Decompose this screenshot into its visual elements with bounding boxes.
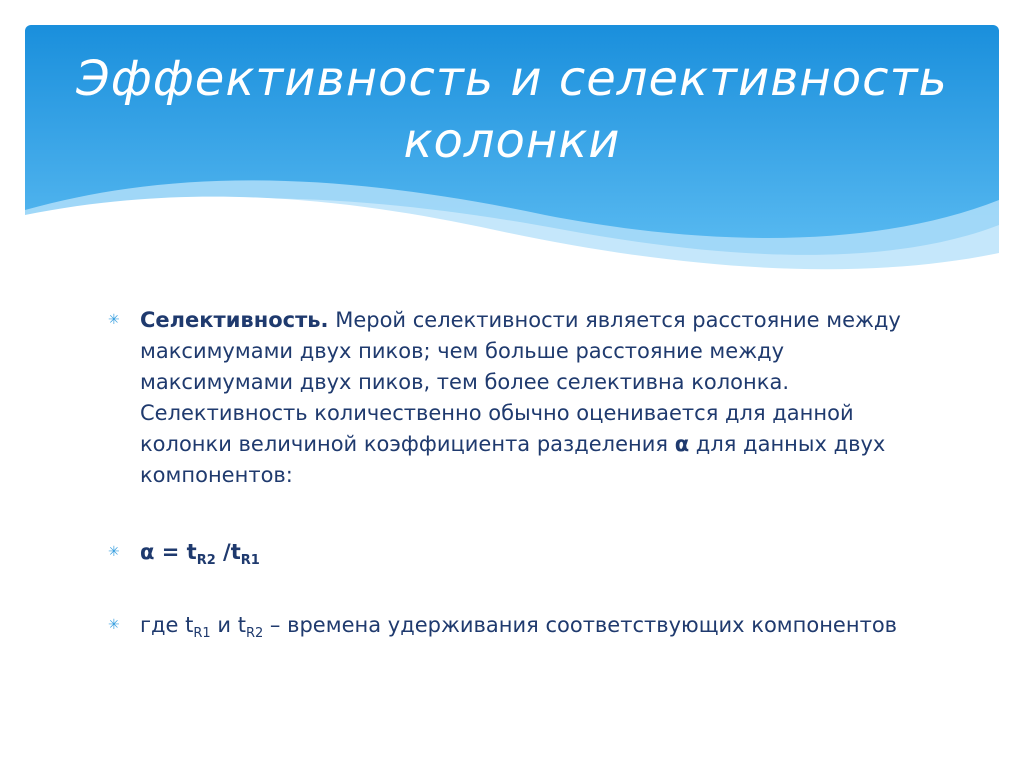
formula-lhs: α = t (140, 540, 197, 564)
def-sub-r2: R2 (245, 626, 264, 641)
bullet-text: Мерой селективности является расстояние между максимумами двух пиков; чем больше расстояние между максимумами двух пиков, тем более селективна колонка. Селективность количественно обычно оценивается для данной колонки величиной коэффициента разделения (140, 308, 901, 456)
bullet-text-end: для данных двух компонентов: (140, 432, 886, 487)
def-text-3: – времена удерживания соответствующих компонентов (263, 613, 898, 637)
formula-sub-r2: R2 (196, 553, 216, 568)
title-line-2: колонки (403, 113, 621, 169)
formula-mid: /t (215, 540, 241, 564)
asterisk-icon: ✳ (108, 312, 120, 328)
def-text-1: где t (140, 613, 194, 637)
slide-content (108, 305, 928, 641)
alpha-symbol: α (674, 432, 690, 456)
bullet-formula (108, 537, 928, 568)
asterisk-icon: ✳ (108, 544, 120, 560)
slide-title (0, 48, 1024, 172)
title-line-1: Эффективность и селективность (76, 51, 948, 107)
asterisk-icon: ✳ (108, 617, 120, 633)
bullet-definition (108, 610, 928, 641)
bullet-term: Селективность. (140, 308, 329, 332)
formula-sub-r1: R1 (240, 553, 260, 568)
bullet-selectivity (108, 305, 928, 491)
def-text-2: и t (210, 613, 246, 637)
def-sub-r1: R1 (193, 626, 211, 641)
